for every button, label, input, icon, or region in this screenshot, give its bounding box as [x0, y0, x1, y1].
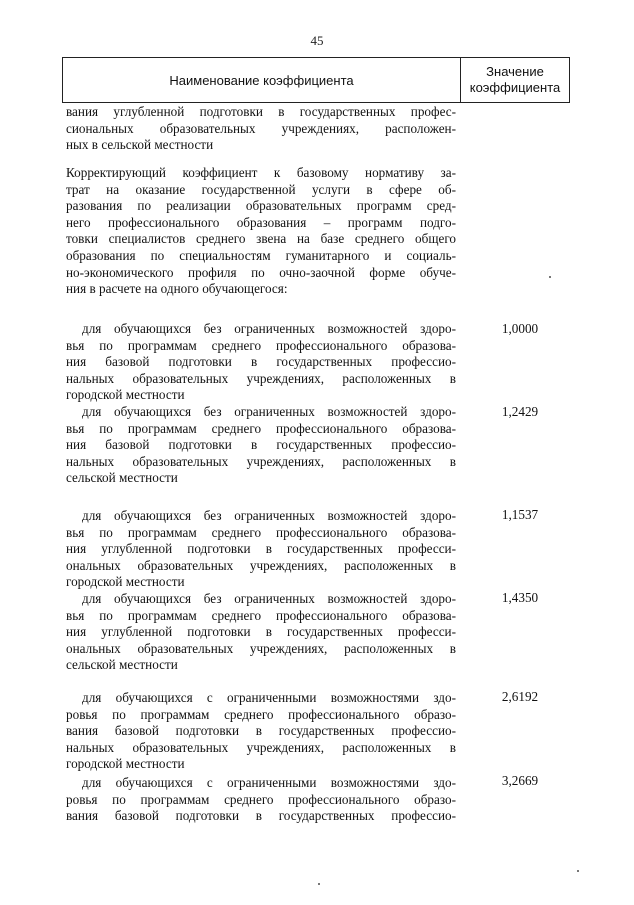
text-line: вания углубленной подготовки в государственных профес- [66, 104, 456, 119]
text-line: ровья по программам среднего профессионального образо- [66, 706, 456, 722]
text-line: вья по программам среднего профессионального образова- [66, 524, 456, 540]
text-line: городской местности [66, 387, 185, 403]
text-line: разования по реализации образовательных программ сред- [66, 198, 456, 214]
text-line: вья по программам среднего профессионального образова- [66, 420, 456, 436]
coefficient-value-header [461, 64, 569, 96]
text-line: ных в сельской местности [66, 137, 214, 153]
value-header-line2: коэффициента [469, 80, 561, 95]
text-line: ния базовой подготовки в государственных профессио- [66, 437, 456, 453]
text-line: для обучающихся без ограниченных возможностей здоро- [82, 321, 456, 336]
text-line: ния углубленной подготовки в государственных професси- [66, 541, 456, 557]
value-header-line1: Значение [486, 64, 544, 79]
coefficient-item [66, 775, 456, 825]
text-line: для обучающихся без ограниченных возможностей здоро- [82, 591, 456, 606]
text-line: ния базовой подготовки в государственных профессио- [66, 354, 456, 370]
coefficient-item [66, 404, 456, 487]
scan-speck [318, 883, 320, 885]
coefficient-value: 1,2429 [501, 404, 539, 419]
text-line: для обучающихся без ограниченных возможностей здоро- [82, 508, 456, 523]
text-line: городской местности [66, 756, 185, 772]
text-line: ональных образовательных учреждениях, расположенных в [66, 640, 456, 656]
text-line: вания базовой подготовки в государственных профессио- [66, 723, 456, 739]
coefficient-item [66, 591, 456, 674]
coefficient-item [66, 690, 456, 773]
text-line: но-экономического профиля по очно-заочной форме обуче- [66, 264, 456, 280]
coefficient-value: 1,4350 [501, 590, 539, 605]
scan-speck [577, 870, 579, 872]
text-line: ния углубленной подготовки в государственных професси- [66, 624, 456, 640]
coefficient-value: 1,1537 [501, 507, 539, 522]
coefficient-name-header: Наименование коэффициента [169, 72, 354, 88]
text-line: трат на оказание государственной услуги в сфере об- [66, 181, 456, 197]
page-number: 45 [310, 33, 324, 48]
text-line: сельской местности [66, 657, 178, 673]
text-line: для обучающихся с ограниченными возможностями здо- [82, 690, 456, 705]
text-line: вания базовой подготовки в государственных профессио- [66, 808, 456, 824]
coefficient-value: 1,0000 [501, 321, 539, 336]
text-line: вья по программам среднего профессионального образова- [66, 337, 456, 353]
text-line: образования по специальностям гуманитарного и социаль- [66, 247, 456, 263]
text-line: ния в расчете на одного обучающегося: [66, 281, 288, 297]
text-line: для обучающихся с ограниченными возможностями здо- [82, 775, 456, 790]
text-line: вья по программам среднего профессионального образова- [66, 607, 456, 623]
scan-speck [549, 276, 551, 278]
text-line: для обучающихся без ограниченных возможностей здоро- [82, 404, 456, 419]
coefficient-item [66, 508, 456, 591]
text-line: ровья по программам среднего профессионального образо- [66, 791, 456, 807]
text-line: Корректирующий коэффициент к базовому нормативу за- [66, 165, 456, 180]
table-header [62, 57, 570, 103]
continuation-text [66, 104, 456, 154]
text-line: сельской местности [66, 470, 178, 486]
text-line: нальных образовательных учреждениях, расположенных в [66, 739, 456, 755]
text-line: него профессионального образования – программ подго- [66, 214, 456, 230]
coefficient-value: 2,6192 [501, 689, 539, 704]
text-line: товки специалистов среднего звена на базе среднего общего [66, 231, 456, 247]
coefficient-description [66, 165, 456, 298]
text-line: нальных образовательных учреждениях, расположенных в [66, 453, 456, 469]
text-line: нальных образовательных учреждениях, расположенных в [66, 370, 456, 386]
coefficient-value: 3,2669 [501, 773, 539, 788]
text-line: городской местности [66, 574, 185, 590]
text-line: ональных образовательных учреждениях, расположенных в [66, 557, 456, 573]
text-line: сиональных образовательных учреждениях, расположен- [66, 120, 456, 136]
coefficient-item [66, 321, 456, 404]
